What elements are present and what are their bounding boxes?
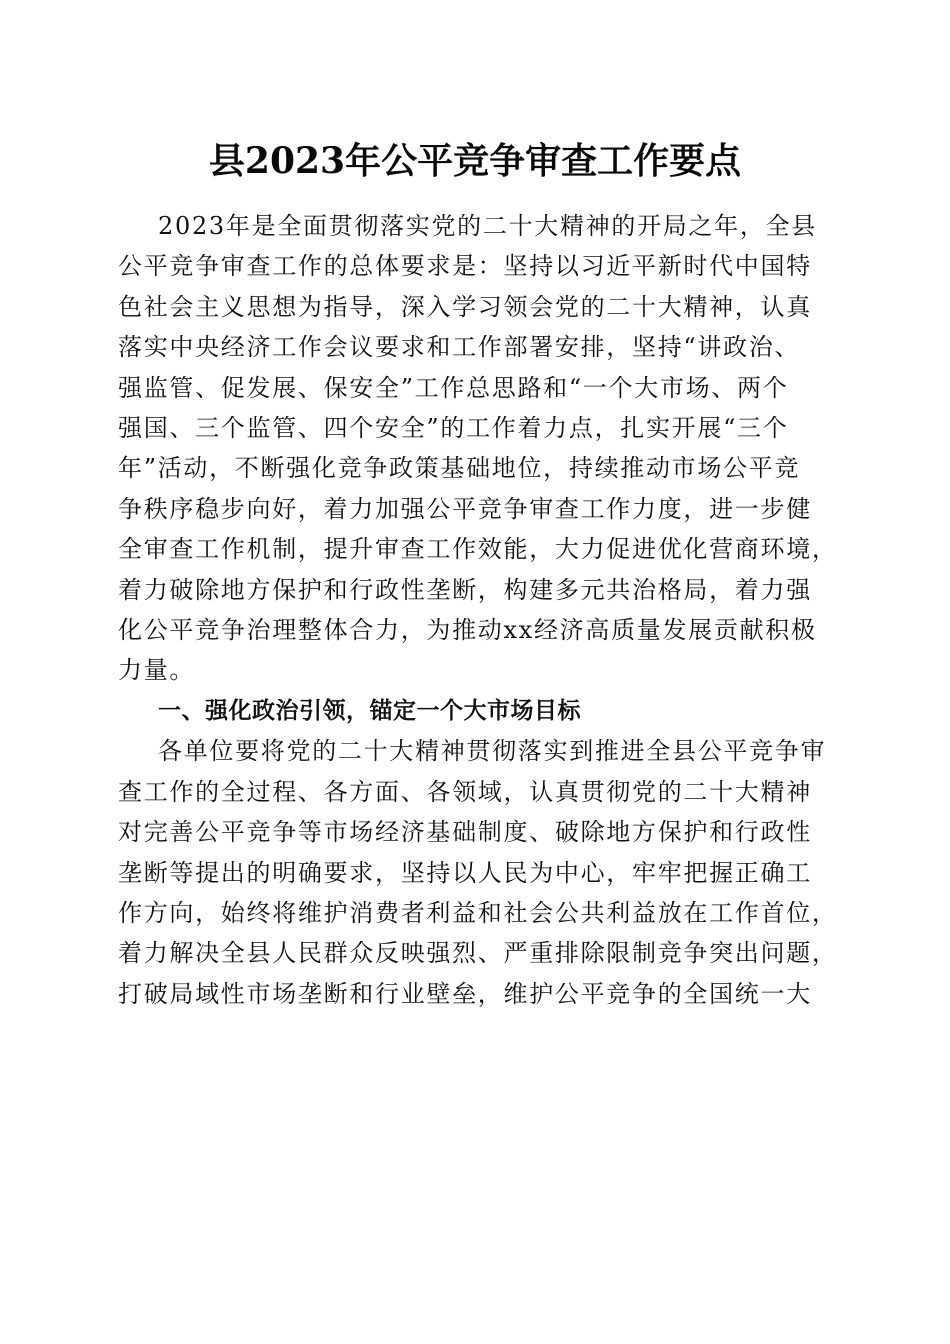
text-line: 垄断等提出的明确要求，坚持以人民为中心，牢牢把握正确工: [118, 858, 812, 887]
text-line: 公平竞争审查工作的总体要求是：坚持以习近平新时代中国特: [118, 252, 812, 281]
text-line: 打破局域性市场垄断和行业壁垒，维护公平竞争的全国统一大: [118, 979, 812, 1008]
text-line: 各单位要将党的二十大精神贯彻落实到推进全县公平竞争审: [158, 737, 827, 766]
text-line: 化公平竞争治理整体合力，为推动xx经济高质量发展贡献积极: [118, 616, 817, 645]
text-line: 力量。: [118, 656, 196, 685]
intro-paragraph: [118, 206, 838, 691]
text-line: 2023年是全面贯彻落实党的二十大精神的开局之年，全县: [158, 212, 817, 240]
text-line: 强国、三个监管、四个安全”的工作着力点，扎实开展“三个: [118, 414, 789, 443]
text-line: 落实中央经济工作会议要求和工作部署安排，坚持“讲政治、: [118, 333, 801, 362]
text-line: 色社会主义思想为指导，深入学习领会党的二十大精神，认真: [118, 292, 812, 321]
text-line: 年”活动，不断强化竞争政策基础地位，持续推动市场公平竞: [118, 454, 801, 483]
section-heading: 一、强化政治引领，锚定一个大市场目标: [158, 697, 581, 724]
document-title: 县2023年公平竞争审查工作要点: [208, 140, 742, 182]
text-line: 查工作的全过程、各方面、各领域，认真贯彻党的二十大精神: [118, 777, 812, 806]
text-line: 着力破除地方保护和行政性垄断，构建多元共治格局，着力强: [118, 575, 812, 604]
document-body: [118, 206, 838, 1014]
text-line: 对完善公平竞争等市场经济基础制度、破除地方保护和行政性: [118, 818, 812, 847]
text-line: 争秩序稳步向好，着力加强公平竞争审查工作力度，进一步健: [118, 494, 812, 523]
text-line: 作方向，始终将维护消费者利益和社会公共利益放在工作首位，: [118, 898, 838, 927]
section1-paragraph: [118, 731, 838, 1014]
text-line: 强监管、促发展、保安全”工作总思路和“一个大市场、两个: [118, 373, 789, 402]
text-line: 全审查工作机制，提升审查工作效能，大力促进优化营商环境，: [118, 535, 838, 564]
text-line: 着力解决全县人民群众反映强烈、严重排除限制竞争突出问题，: [118, 939, 838, 968]
